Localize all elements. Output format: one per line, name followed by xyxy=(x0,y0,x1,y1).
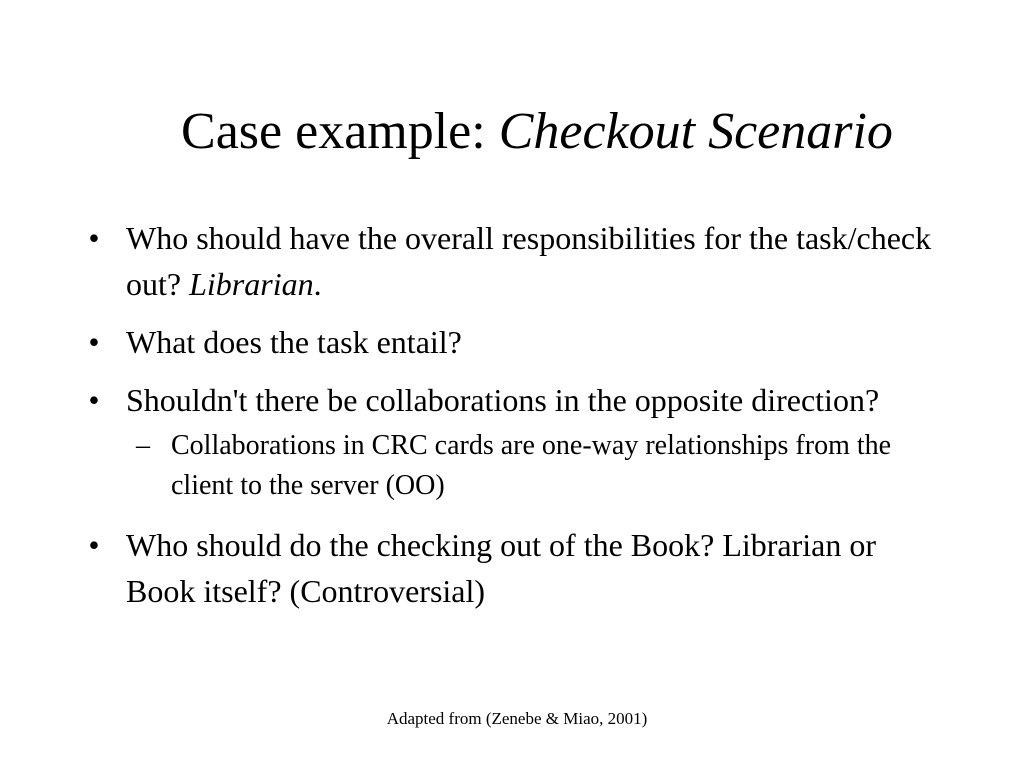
bullet-emphasis: Librarian xyxy=(189,266,314,302)
bullet-item-task-entail xyxy=(82,319,942,365)
bullet-text: Who should have the overall responsibilities for the task/check out? xyxy=(126,220,932,302)
sub-bullet-item-crc xyxy=(136,426,942,506)
footer-citation: Adapted from (Zenebe & Miao, 2001) xyxy=(386,709,648,728)
bullet-suffix: . xyxy=(313,266,322,302)
title-prefix: Case example: xyxy=(181,103,499,160)
bullet-icon: • xyxy=(88,382,100,418)
title-emphasis: Checkout Scenario xyxy=(498,103,893,160)
slide-title xyxy=(0,100,1024,164)
bullet-item-responsibilities xyxy=(82,215,942,307)
dash-icon: – xyxy=(136,430,150,461)
bullet-text: Shouldn't there be collaborations in the opposite direction? xyxy=(126,382,880,418)
sub-bullet-text: Collaborations in CRC cards are one-way relationships from the client to the server (OO) xyxy=(171,430,892,501)
bullet-text: What does the task entail? xyxy=(126,324,462,360)
bullet-icon: • xyxy=(88,527,100,563)
bullet-item-collaborations xyxy=(82,377,942,423)
bullet-icon: • xyxy=(88,324,100,360)
bullet-text: Who should do the checking out of the Book? Librarian or Book itself? (Controversial) xyxy=(126,527,877,609)
bullet-item-checking-out xyxy=(82,522,942,614)
bullet-list xyxy=(82,215,942,626)
bullet-icon: • xyxy=(88,220,100,256)
